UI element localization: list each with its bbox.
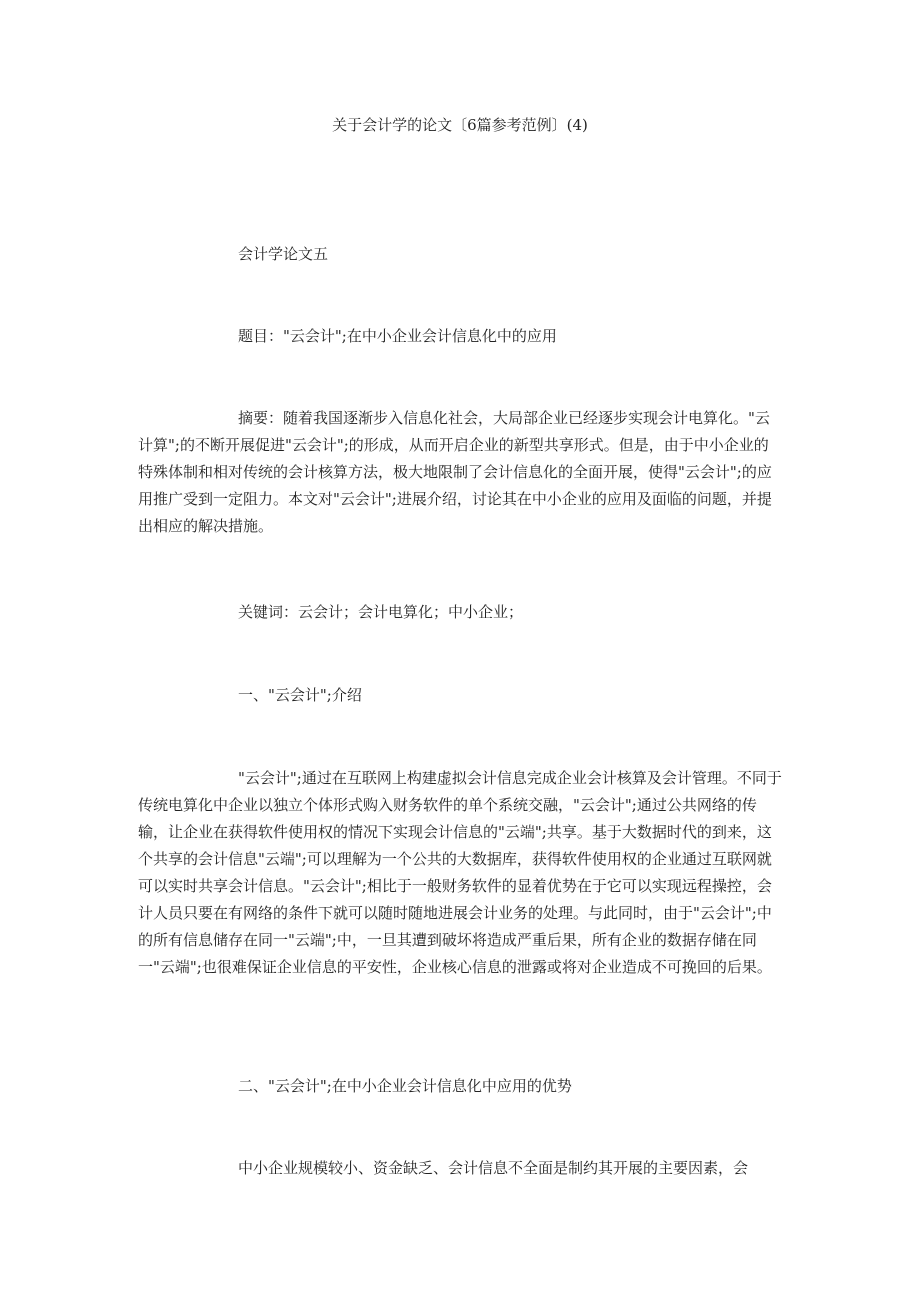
- heading-introduction: 一、"云会计";介绍: [238, 686, 362, 704]
- section-heading: 会计学论文五: [238, 245, 329, 263]
- introduction-paragraph: "云会计";通过在互联网上构建虚拟会计信息完成企业会计核算及会计管理。不同于传统电算化中企业以独立个体形式购入财务软件的单个系统交融，"云会计";通过公共网络的传输，让企业在获得软件使用权的情况下实现会计信息的"云端";共享。基于大数据时代的到来，这个共享的会计信息"云端";可以理解为一个公共的大数据库，获得软件使用权的企业通过互联网就可以实时共享会计信息。"云会计";相比于一般财务软件的显着优势在于它可以实现远程操控，会计人员只要在有网络的条件下就可以随时随地进展会计业务的处理。与此同时，由于"云会计";中的所有信息储存在同一"云端";中，一旦其遭到破坏将造成严重后果，所有企业的数据存储在同一"云端";也很难保证企业信息的平安性，企业核心信息的泄露或将对企业造成不可挽回的后果。: [138, 769, 782, 976]
- heading-advantages: 二、"云会计";在中小企业会计信息化中应用的优势: [238, 1077, 572, 1095]
- introduction-block: [138, 765, 783, 981]
- topic-line: 题目："云会计";在中小企业会计信息化中的应用: [238, 327, 557, 345]
- abstract-paragraph: 摘要：随着我国逐渐步入信息化社会，大局部企业已经逐步实现会计电算化。"云计算";的不断开展促进"云会计";的形成，从而开启企业的新型共享形式。但是，由于中小企业的特殊体制和相对传统的会计核算方法，极大地限制了会计信息化的全面开展，使得"云会计";的应用推广受到一定阻力。本文对"云会计";进展介绍，讨论其在中小企业的应用及面临的问题，并提出相应的解决措施。: [138, 409, 772, 535]
- document-title: 关于会计学的论文〔6篇参考范例〕(4): [332, 116, 588, 134]
- abstract-block: [138, 405, 783, 540]
- advantages-paragraph: 中小企业规模较小、资金缺乏、会计信息不全面是制约其开展的主要因素，会: [238, 1159, 749, 1177]
- keywords-line: 关键词：云会计；会计电算化；中小企业；: [238, 603, 524, 621]
